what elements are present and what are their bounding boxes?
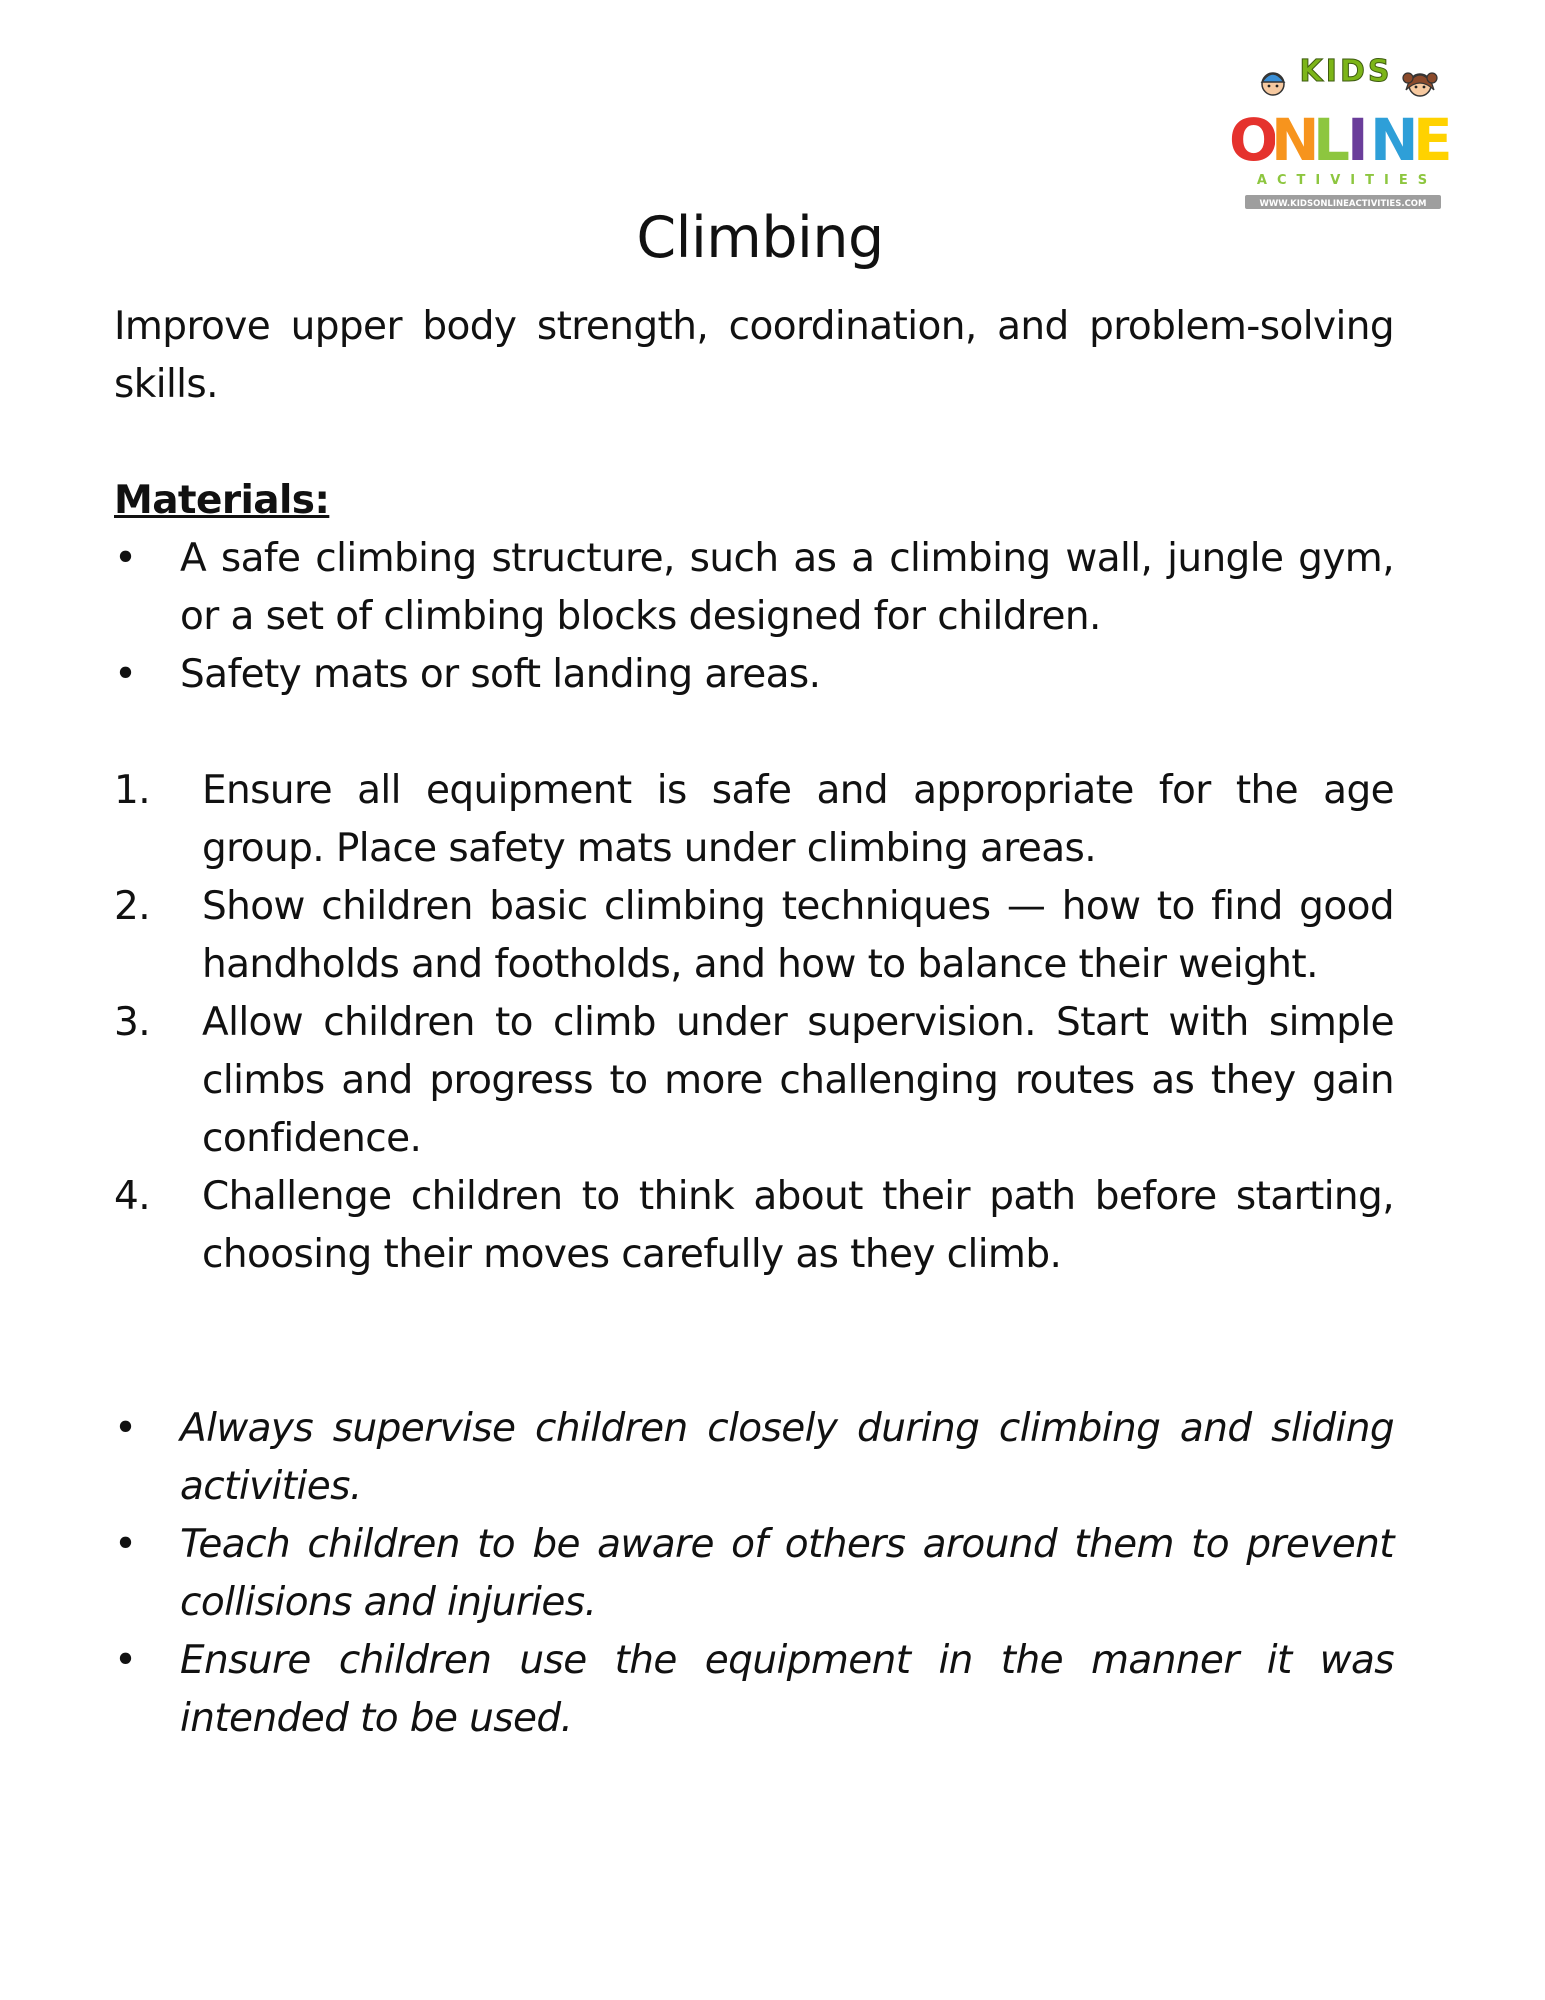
materials-item-text: Safety mats or soft landing areas.	[180, 652, 821, 697]
safety-tip	[114, 1516, 1394, 1632]
step-item	[114, 994, 1394, 1168]
step-text: Ensure all equipment is safe and appropriate for the age group. Place safety mats under climbing areas.	[202, 768, 1394, 871]
materials-item-text: A safe climbing structure, such as a climbing wall, jungle gym, or a set of climbing blocks designed for children.	[180, 536, 1394, 639]
safety-tip-text: Ensure children use the equipment in the manner it was intended to be used.	[180, 1638, 1394, 1741]
logo-online-text	[1229, 106, 1453, 174]
safety-tip-text: Always supervise children closely during climbing and sliding activities.	[180, 1406, 1394, 1509]
step-text: Show children basic climbing techniques — how to find good handholds and footholds, and how to balance their weight.	[202, 884, 1394, 987]
materials-item	[114, 646, 1394, 704]
svg-text:N: N	[1271, 106, 1320, 174]
logo-url-text: WWW.KIDSONLINEACTIVITIES.COM	[1259, 199, 1427, 209]
materials-list	[114, 530, 1394, 704]
svg-text:L: L	[1313, 106, 1350, 174]
safety-tip	[114, 1400, 1394, 1516]
page-title: Climbing	[636, 205, 884, 271]
girl-face-icon	[1403, 73, 1437, 96]
safety-tip	[114, 1632, 1394, 1748]
step-item	[114, 1168, 1394, 1284]
safety-tip-text: Teach children to be aware of others around them to prevent collisions and injuries.	[180, 1522, 1394, 1625]
materials-item	[114, 530, 1394, 646]
logo-graphic	[1225, 52, 1465, 218]
step-item	[114, 762, 1394, 878]
step-number: 2.	[114, 884, 151, 929]
steps-list	[114, 762, 1394, 1284]
step-number: 1.	[114, 768, 151, 813]
svg-text:I: I	[1347, 106, 1369, 174]
step-text: Challenge children to think about their path before starting, choosing their moves carefully as they climb.	[202, 1174, 1394, 1277]
boy-face-icon	[1262, 73, 1284, 95]
bullet-icon: •	[114, 1406, 137, 1451]
step-item	[114, 878, 1394, 994]
logo-activities-text: ACTIVITIES	[1256, 173, 1438, 188]
document-body	[114, 298, 1394, 1748]
safety-tips-list	[114, 1400, 1394, 1748]
bullet-icon: •	[114, 652, 137, 697]
step-number: 4.	[114, 1174, 151, 1219]
step-number: 3.	[114, 1000, 151, 1045]
svg-text:E: E	[1413, 106, 1453, 174]
step-text: Allow children to climb under supervision. Start with simple climbs and progress to more challenging routes as they gain confidence.	[202, 1000, 1394, 1161]
svg-text:O: O	[1229, 106, 1279, 174]
materials-heading: Materials:	[114, 478, 330, 523]
svg-text:N: N	[1370, 106, 1419, 174]
intro-paragraph: Improve upper body strength, coordination, and problem-solving skills.	[114, 304, 1394, 407]
bullet-icon: •	[114, 536, 137, 581]
bullet-icon: •	[114, 1522, 137, 1567]
kids-online-activities-logo	[1225, 52, 1465, 218]
logo-kids-text: KIDS	[1299, 54, 1393, 89]
bullet-icon: •	[114, 1638, 137, 1683]
